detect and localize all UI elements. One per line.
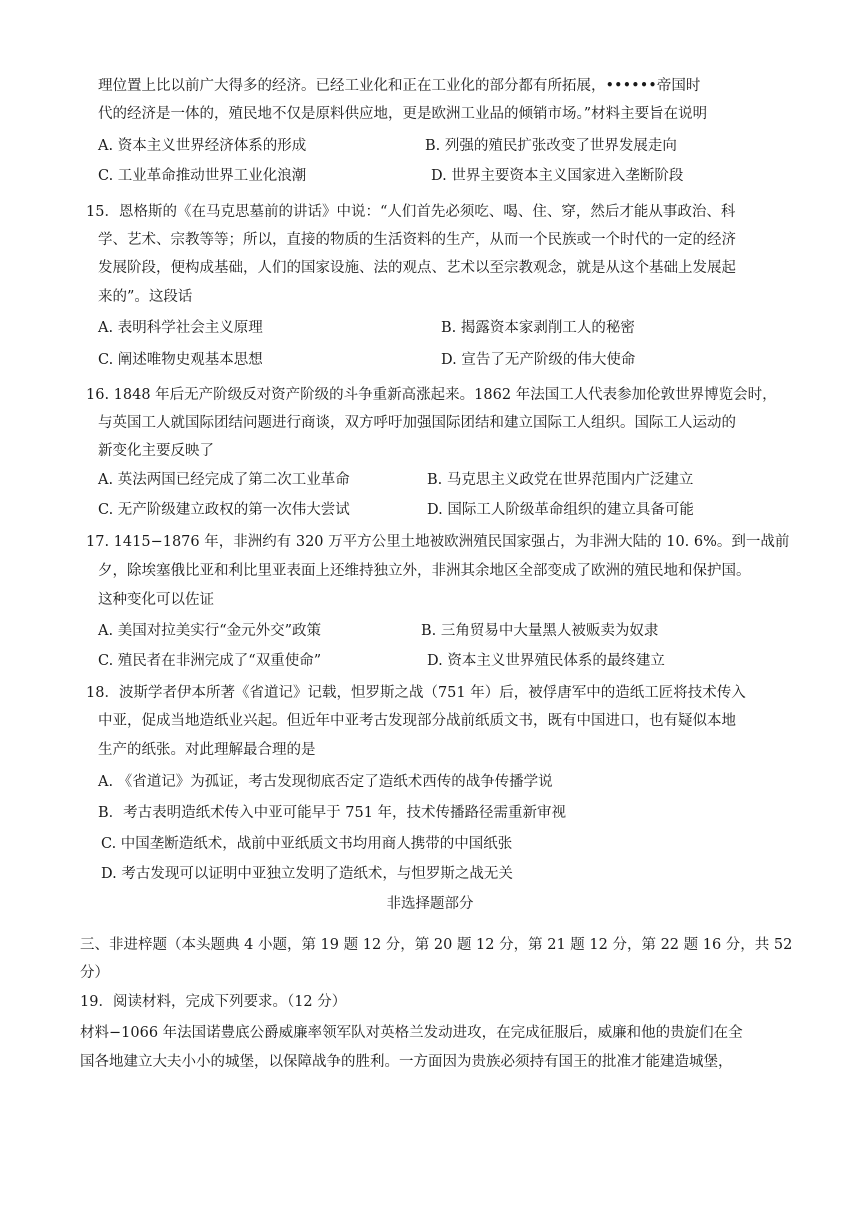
q15-stem-line-1: 15．恩格斯的《在马克思墓前的讲话》中说：“人们首先必须吃、喝、住、穿，然后才能从事政治、科 — [86, 204, 736, 220]
q18-option-d: D. 考古发现可以证明中亚独立发明了造纸术，与怛罗斯之战无关 — [101, 866, 513, 882]
q19-material-line-2: 国各地建立大夫小小的城堡，以保障战争的胜利。一方面因为贵族必须持有国王的批准才能建造城堡， — [80, 1054, 733, 1070]
q14-option-a: A. 资本主义世界经济体系的形成 — [98, 138, 307, 154]
q14-option-b: B. 列强的殖民扩张改变了世界发展走向 — [425, 138, 677, 154]
q18-stem-line-3: 生产的纸张。对此理解最合理的是 — [98, 742, 316, 758]
q14-option-d: D. 世界主要资本主义国家进入垄断阶段 — [431, 168, 684, 184]
q16-option-d: D. 国际工人阶级革命组织的建立具备可能 — [427, 502, 694, 518]
q17-option-c: C. 殖民者在非洲完成了“双重使命” — [98, 653, 322, 669]
section-title: 非选择题部分 — [386, 896, 474, 912]
part3-header-line-2: 分） — [80, 965, 109, 981]
q14-continuation-line-1: 理位置上比以前广大得多的经济。已经工业化和正在工业化的部分都有所拓展，••••••帝国时 — [98, 78, 701, 94]
q17-stem-line-3: 这种变化可以佐证 — [98, 592, 214, 608]
q15-option-d: D. 宣告了无产阶级的伟大使命 — [441, 352, 636, 368]
q18-option-c: C. 中国垄断造纸术，战前中亚纸质文书均用商人携带的中国纸张 — [101, 836, 513, 852]
q17-stem-line-2: 夕，除埃塞俄比亚和利比里亚表面上还维持独立外，非洲其余地区全部变成了欧洲的殖民地和保护国。 — [98, 563, 751, 579]
q16-option-a: A. 英法两国已经完成了第二次工业革命 — [98, 472, 350, 488]
q15-option-b: B. 揭露资本家剥削工人的秘密 — [441, 320, 635, 336]
q16-option-b: B. 马克思主义政党在世界范围内广泛建立 — [427, 472, 694, 488]
q18-stem-line-1: 18．波斯学者伊本所著《省道记》记载，怛罗斯之战（751 年）后，被俘唐军中的造纸工匠将技术传入 — [86, 685, 746, 701]
q16-stem-line-2: 与英国工人就国际团结问题进行商谈，双方呼吁加强国际团结和建立国际工人组织。国际工人运动的 — [98, 415, 736, 431]
q19-material-line-1: 材料−1066 年法国诺豊底公爵威廉率领军队对英格兰发动进攻，在完成征服后，威廉和他的贵旋们在全 — [80, 1025, 743, 1041]
q19-title: 19．阅读材料，完成下列要求。（12 分） — [80, 994, 347, 1010]
q17-option-a: A. 美国对拉美实行“金元外交”政策 — [98, 623, 322, 639]
q15-stem-line-4: 来的”。这段话 — [98, 289, 193, 305]
q17-option-b: B. 三角贸易中大量黑人被贩卖为奴隶 — [421, 623, 659, 639]
q16-stem-line-1: 16. 1848 年后无产阶级反对资产阶级的斗争重新高涨起来。1862 年法国工人代表参加伦敦世界博览会时， — [86, 387, 777, 403]
q18-stem-line-2: 中亚，促成当地造纸业兴起。但近年中亚考古发现部分战前纸质文书，既有中国进口，也有疑似本地 — [98, 713, 736, 729]
q17-stem-line-1: 17. 1415−1876 年，非洲约有 320 万平方公里土地被欧洲殖民国家强占，为非洲大陆的 10. 6%。到一战前 — [86, 534, 790, 550]
q16-stem-line-3: 新变化主要反映了 — [98, 443, 214, 459]
part3-header-line-1: 三、非进梓题（本头题典 4 小题，第 19 题 12 分，第 20 题 12 分，第 21 题 12 分，第 22 题 16 分，共 52 — [80, 937, 793, 953]
q18-option-b: B．考古表明造纸术传入中亚可能早于 751 年，技术传播路径需重新审视 — [98, 805, 567, 821]
q15-option-c: C. 阐述唯物史观基本思想 — [98, 352, 263, 368]
q15-stem-line-3: 发展阶段，便构成基础，人们的国家设施、法的观点、艺术以至宗教观念，就是从这个基础上发展起 — [98, 260, 736, 276]
q15-stem-line-2: 学、艺术、宗教等等；所以，直接的物质的生活资料的生产，从而一个民族或一个时代的一定的经济 — [98, 232, 736, 248]
q18-option-a: A. 《省道记》为孤证，考古发现彻底否定了造纸术西传的战争传播学说 — [98, 774, 553, 790]
q14-continuation-line-2: 代的经济是一体的，殖民地不仅是原料供应地，更是欧洲工业品的倾销市场。”材料主要旨在说明 — [98, 106, 708, 122]
q14-option-c: C. 工业革命推动世界工业化浪潮 — [98, 168, 307, 184]
q17-option-d: D. 资本主义世界殖民体系的最终建立 — [427, 653, 665, 669]
q16-option-c: C. 无产阶级建立政权的第一次伟大尝试 — [98, 502, 350, 518]
q15-option-a: A. 表明科学社会主义原理 — [98, 320, 263, 336]
